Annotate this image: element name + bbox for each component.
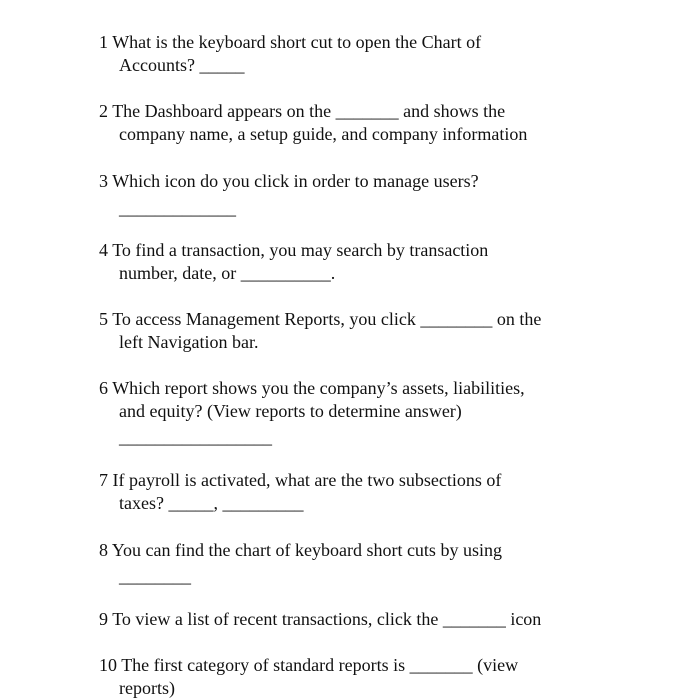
- question-5-line-1: [99, 308, 541, 330]
- question-10-text-1: The first category of standard reports is _______ (view: [121, 655, 519, 675]
- question-1-line-1: [99, 31, 481, 53]
- question-9-line-1: [99, 608, 541, 630]
- question-3-text-1: Which icon do you click in order to manage users?: [112, 171, 479, 191]
- question-2-text-1: The Dashboard appears on the _______ and shows the: [112, 101, 506, 121]
- question-7-line-1: [99, 469, 501, 491]
- question-6-number: 6: [99, 378, 108, 398]
- question-10-line-1: [99, 654, 518, 676]
- question-4-line-1: [99, 239, 488, 261]
- question-10-line-2: reports): [119, 678, 175, 698]
- question-9-text-1: To view a list of recent transactions, click the _______ icon: [112, 609, 542, 629]
- question-2-number: 2: [99, 101, 108, 121]
- question-2-line-2: company name, a setup guide, and company information: [119, 124, 528, 144]
- question-3-line-1: [99, 170, 479, 192]
- question-6-text-1: Which report shows you the company’s assets, liabilities,: [112, 378, 525, 398]
- question-4-line-2: number, date, or __________.: [119, 263, 336, 283]
- question-5-text-1: To access Management Reports, you click ________ on the: [112, 309, 542, 329]
- question-1-number: 1: [99, 32, 108, 52]
- question-8-number: 8: [99, 540, 108, 560]
- question-7-text-1: If payroll is activated, what are the two subsections of: [112, 470, 502, 490]
- question-1-text-1: What is the keyboard short cut to open the Chart of: [112, 32, 482, 52]
- question-8-line-1: [99, 539, 502, 561]
- question-3-answer-blank: _____________: [119, 198, 236, 218]
- question-4-text-1: To find a transaction, you may search by transaction: [112, 240, 489, 260]
- question-5-line-2: left Navigation bar.: [119, 332, 259, 352]
- question-6-line-1: [99, 377, 525, 399]
- question-6-line-2: and equity? (View reports to determine answer): [119, 401, 462, 421]
- question-7-line-2: taxes? _____, _________: [119, 493, 304, 513]
- question-1-line-2: Accounts? _____: [119, 55, 245, 75]
- question-10-number: 10: [99, 655, 117, 675]
- question-7-number: 7: [99, 470, 108, 490]
- question-2-line-1: [99, 100, 505, 122]
- question-6-answer-blank: _________________: [119, 427, 272, 447]
- question-9-number: 9: [99, 609, 108, 629]
- question-5-number: 5: [99, 309, 108, 329]
- question-4-number: 4: [99, 240, 108, 260]
- question-3-number: 3: [99, 171, 108, 191]
- question-8-answer-blank: ________: [119, 566, 191, 586]
- question-8-text-1: You can find the chart of keyboard short cuts by using: [111, 540, 502, 560]
